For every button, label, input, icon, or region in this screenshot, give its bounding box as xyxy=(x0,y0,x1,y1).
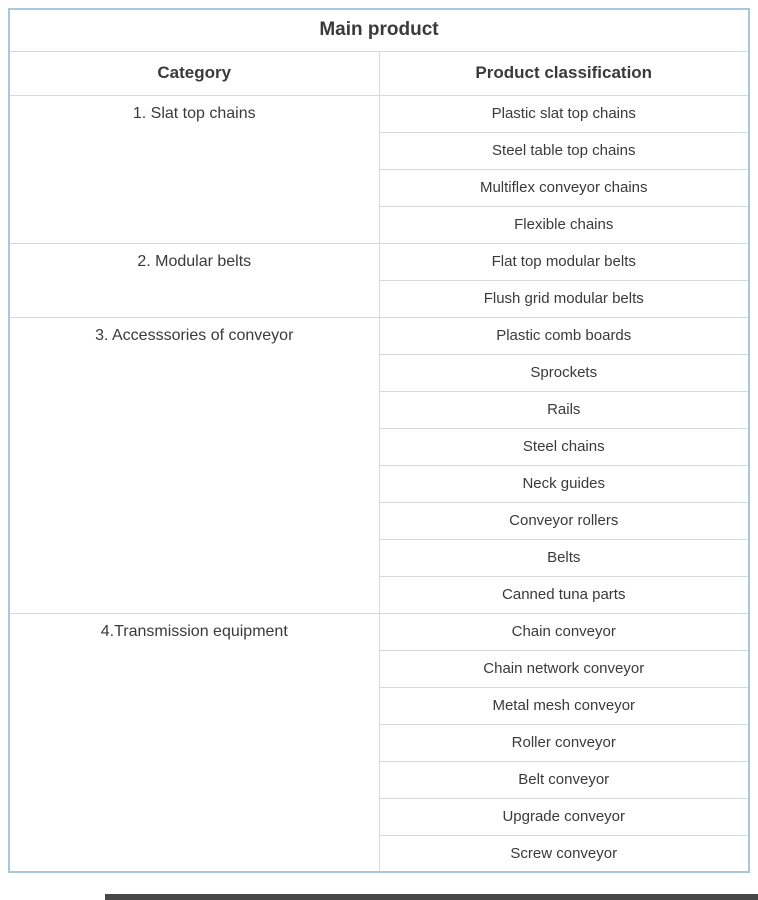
table-row xyxy=(9,243,749,280)
category-cell-transmission-equipment: 4.Transmission equipment xyxy=(9,613,379,872)
category-cell-modular-belts: 2. Modular belts xyxy=(9,243,379,317)
product-cell: Steel table top chains xyxy=(379,132,749,169)
product-cell: Chain conveyor xyxy=(379,613,749,650)
table-title-row xyxy=(9,9,749,51)
product-cell: Chain network conveyor xyxy=(379,650,749,687)
table-row xyxy=(9,95,749,132)
product-cell: Belts xyxy=(379,539,749,576)
category-cell-slat-top-chains: 1. Slat top chains xyxy=(9,95,379,243)
table-title: Main product xyxy=(9,9,749,51)
product-cell: Screw conveyor xyxy=(379,835,749,872)
bottom-edge-bar xyxy=(105,894,758,900)
product-cell: Belt conveyor xyxy=(379,761,749,798)
product-cell: Rails xyxy=(379,391,749,428)
product-cell: Conveyor rollers xyxy=(379,502,749,539)
product-cell: Steel chains xyxy=(379,428,749,465)
product-cell: Flat top modular belts xyxy=(379,243,749,280)
table-header-row xyxy=(9,51,749,95)
table-row xyxy=(9,317,749,354)
product-cell: Roller conveyor xyxy=(379,724,749,761)
column-header-category: Category xyxy=(9,51,379,95)
column-header-product-classification: Product classification xyxy=(379,51,749,95)
product-cell: Plastic slat top chains xyxy=(379,95,749,132)
main-product-table xyxy=(8,8,750,873)
category-cell-accessories-of-conveyor: 3. Accesssories of conveyor xyxy=(9,317,379,613)
product-cell: Neck guides xyxy=(379,465,749,502)
table-row xyxy=(9,613,749,650)
product-cell: Plastic comb boards xyxy=(379,317,749,354)
product-cell: Sprockets xyxy=(379,354,749,391)
product-cell: Flexible chains xyxy=(379,206,749,243)
product-cell: Canned tuna parts xyxy=(379,576,749,613)
product-cell: Multiflex conveyor chains xyxy=(379,169,749,206)
product-cell: Metal mesh conveyor xyxy=(379,687,749,724)
product-cell: Upgrade conveyor xyxy=(379,798,749,835)
product-cell: Flush grid modular belts xyxy=(379,280,749,317)
